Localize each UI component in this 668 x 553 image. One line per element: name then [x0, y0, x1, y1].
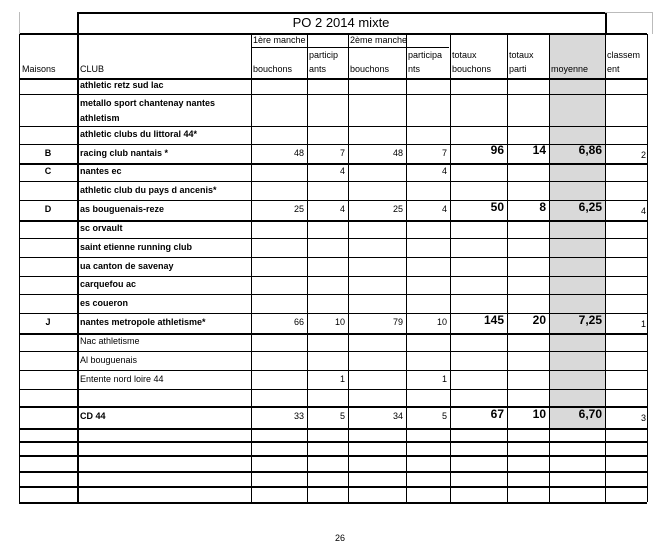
header-manche-1: 1ère manche: [253, 35, 306, 45]
header-participants-1: ants: [309, 64, 327, 74]
header-totaux-bouchons: bouchons: [452, 64, 492, 74]
header-club: CLUB: [80, 64, 105, 74]
row-moyenne: 7,25: [578, 313, 602, 327]
row-p1: 4: [339, 166, 345, 176]
header-bouchons-2: bouchons: [350, 64, 390, 74]
row-totaux-parti: 20: [532, 313, 546, 327]
row-totaux-parti: 14: [532, 143, 546, 157]
row-line: [19, 441, 647, 443]
header-moyenne: moyenne: [551, 64, 589, 74]
col-line: [251, 34, 252, 502]
row-club: metallo sport chantenay nantes athletism: [80, 98, 216, 123]
row-maison: B: [44, 148, 52, 158]
row-club: nantes ec: [80, 166, 122, 176]
header-manche-2: 2ème manche: [350, 35, 408, 45]
row-club: nantes metropole athletisme*: [80, 317, 206, 327]
row-p2: 10: [436, 317, 447, 327]
row-line: [19, 220, 647, 222]
row-club: ua canton de savenay: [80, 261, 174, 271]
row-line: [19, 181, 647, 182]
row-club: saint etienne running club: [80, 242, 193, 252]
col-line: [507, 34, 508, 502]
row-totaux-bouchons: 145: [483, 313, 504, 327]
row-moyenne: 6,70: [578, 407, 602, 421]
row-p2: 7: [441, 148, 447, 158]
row-classement: 1: [640, 319, 646, 329]
header-participants-2: participa: [408, 50, 443, 60]
header-participants-1: particip: [309, 50, 339, 60]
col-line: [450, 34, 451, 502]
col-line: [549, 34, 550, 502]
row-b2: 25: [392, 204, 403, 214]
header-totaux-parti: totaux: [509, 50, 534, 60]
row-line: [19, 351, 647, 352]
page-number: 26: [334, 533, 345, 543]
header-classement: classem: [607, 50, 641, 60]
header-maisons: Maisons: [22, 64, 56, 74]
gridline-light: [652, 12, 653, 34]
row-line: [19, 502, 647, 504]
row-line: [19, 78, 647, 79]
row-club: Entente nord loire 44: [80, 374, 164, 384]
row-club: racing club nantais *: [80, 148, 169, 158]
row-club: es coueron: [80, 298, 129, 308]
row-club: athletic clubs du littoral 44*: [80, 129, 198, 139]
row-line: [19, 471, 647, 473]
gridline-light: [605, 12, 652, 13]
row-b1: 66: [293, 317, 304, 327]
row-b1: 33: [293, 411, 304, 421]
row-line: [19, 276, 647, 277]
title-border: [77, 12, 606, 14]
row-totaux-parti: 10: [532, 407, 546, 421]
row-maison: J: [45, 317, 51, 327]
row-line: [19, 486, 647, 488]
row-line: [19, 370, 647, 371]
row-b2: 79: [392, 317, 403, 327]
row-line: [19, 406, 647, 408]
row-totaux-parti: 8: [539, 200, 546, 214]
row-club: sc orvault: [80, 223, 123, 233]
col-line: [647, 34, 648, 502]
row-p2: 5: [441, 411, 447, 421]
row-b1: 48: [293, 148, 304, 158]
row-line: [19, 333, 647, 335]
row-club: athletic club du pays d ancenis*: [80, 185, 217, 195]
row-p2: 1: [441, 374, 447, 384]
col-line: [19, 34, 20, 502]
row-line: [19, 313, 647, 314]
header-divider: [251, 47, 449, 48]
row-moyenne: 6,25: [578, 200, 602, 214]
col-line: [605, 34, 606, 502]
row-line: [19, 257, 647, 258]
row-line: [19, 389, 647, 390]
row-club: CD 44: [80, 411, 106, 421]
row-totaux-bouchons: 67: [490, 407, 504, 421]
col-line: [348, 34, 349, 502]
row-totaux-bouchons: 96: [490, 143, 504, 157]
row-p2: 4: [441, 166, 447, 176]
row-p1: 1: [339, 374, 345, 384]
row-line: [19, 294, 647, 295]
row-p1: 5: [339, 411, 345, 421]
row-maison: D: [44, 204, 52, 214]
row-b1: 25: [293, 204, 304, 214]
row-line: [19, 200, 647, 201]
title-border: [605, 12, 607, 33]
row-line: [19, 163, 647, 165]
row-club: Nac athletisme: [80, 336, 140, 346]
row-classement: 4: [640, 206, 646, 216]
row-p1: 4: [339, 204, 345, 214]
header-bouchons-1: bouchons: [253, 64, 293, 74]
header-participants-2: nts: [408, 64, 421, 74]
row-club: Al bouguenais: [80, 355, 138, 365]
row-moyenne: 6,86: [578, 143, 602, 157]
row-totaux-bouchons: 50: [490, 200, 504, 214]
col-line: [77, 34, 79, 502]
row-line: [19, 455, 647, 457]
col-line: [307, 34, 308, 502]
row-maison: C: [44, 166, 52, 176]
row-classement: 2: [640, 150, 646, 160]
header-totaux-bouchons: totaux: [452, 50, 477, 60]
row-club: athletic retz sud lac: [80, 80, 164, 90]
row-p1: 10: [334, 317, 345, 327]
row-line: [19, 94, 647, 95]
row-line: [19, 126, 647, 127]
row-p2: 4: [441, 204, 447, 214]
row-club: as bouguenais-reze: [80, 204, 165, 214]
header-totaux-parti: parti: [509, 64, 527, 74]
row-classement: 3: [640, 413, 646, 423]
header-classement: ent: [607, 64, 620, 74]
row-line: [19, 238, 647, 239]
row-b2: 34: [392, 411, 403, 421]
gridline-light: [19, 12, 20, 34]
row-b2: 48: [392, 148, 403, 158]
table-title: PO 2 2014 mixte: [292, 15, 390, 30]
row-club: carquefou ac: [80, 279, 137, 289]
col-line: [406, 34, 407, 502]
row-p1: 7: [339, 148, 345, 158]
row-line: [19, 428, 647, 430]
